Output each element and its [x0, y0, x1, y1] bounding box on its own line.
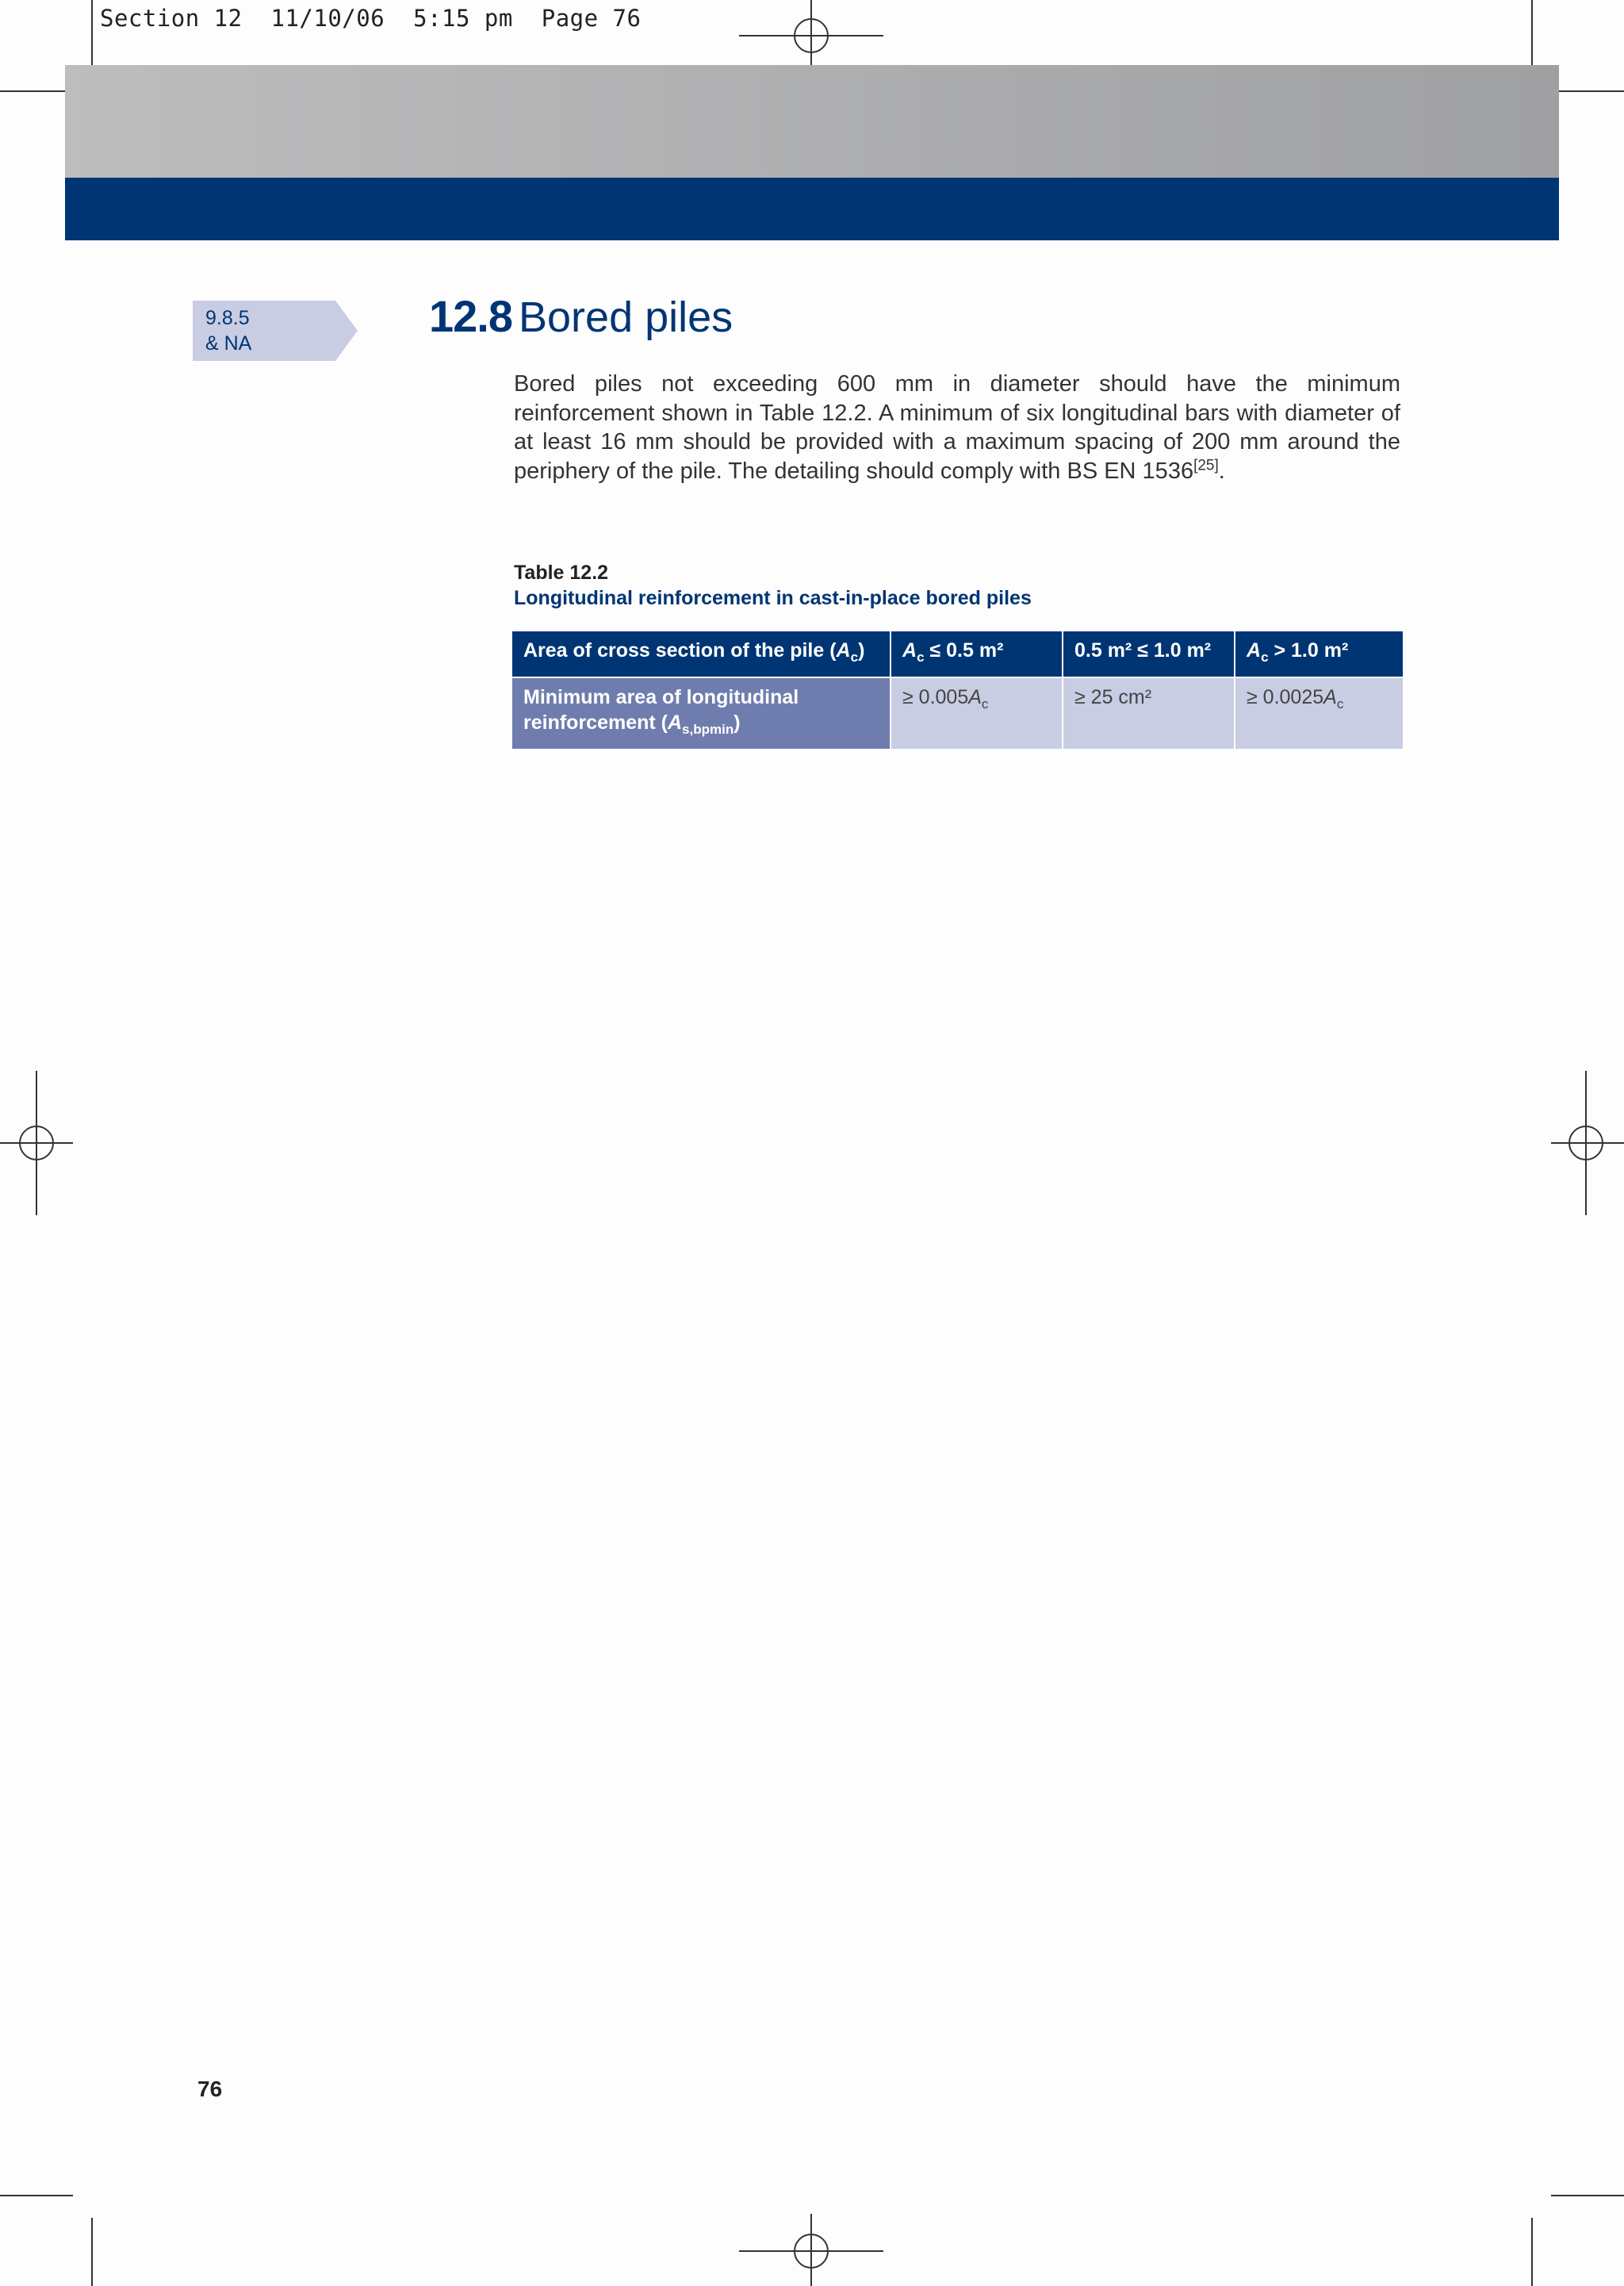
header-cell-area: Area of cross section of the pile $(A_c)$	[511, 631, 891, 677]
body-paragraph-end: .	[1218, 458, 1225, 484]
table-cell-range-2: ≥ 25 cm²	[1063, 677, 1235, 750]
table-header-row	[511, 631, 1404, 677]
header-banner-blue	[65, 178, 1559, 240]
table-cell-range-3: ≥ $0.0025A_c$	[1235, 677, 1404, 750]
crop-mark-bottom-left-horizontal	[0, 2195, 73, 2196]
crop-mark-top-right-vertical	[1531, 0, 1533, 70]
table-label	[514, 560, 1032, 611]
section-title: Bored piles	[519, 293, 733, 341]
section-heading	[429, 290, 733, 342]
section-number: 12.8	[429, 291, 512, 341]
table-row	[511, 677, 1404, 750]
crop-mark-bottom-right-horizontal	[1551, 2195, 1624, 2196]
header-banner-grey	[65, 65, 1559, 178]
clause-reference-tag	[193, 301, 358, 361]
header-cell-range-1: $A_c \le 0.5$ m²	[891, 631, 1063, 677]
clause-reference-note: & NA	[205, 332, 252, 355]
reinforcement-table	[511, 630, 1404, 750]
table-number: Table 12.2	[514, 562, 609, 584]
crop-mark-top-right-horizontal	[1551, 90, 1624, 92]
table-cell-range-1: ≥ $0.005A_c$	[891, 677, 1063, 750]
row-header-minimum-area: Minimum area of longitudinal reinforcement $(A_{s,bpmin})$	[511, 677, 891, 750]
crop-mark-top-left-horizontal	[0, 90, 73, 92]
crop-mark-bottom-left-vertical	[91, 2218, 93, 2286]
page-number: 76	[197, 2077, 223, 2101]
crop-mark-top-left-vertical	[91, 0, 93, 70]
header-cell-range-2: 0.5 m² ≤ 1.0 m²	[1063, 631, 1235, 677]
crop-mark-bottom-right-vertical	[1531, 2218, 1533, 2286]
header-cell-range-3: $A_c > 1.0$ m²	[1235, 631, 1404, 677]
body-paragraph	[514, 370, 1400, 485]
clause-reference-number: 9.8.5	[205, 307, 250, 329]
citation-reference: [25]	[1193, 456, 1219, 474]
table-caption: Longitudinal reinforcement in cast-in-place bored piles	[514, 587, 1032, 609]
body-paragraph-text: Bored piles not exceeding 600 mm in diameter should have the minimum reinforcement shown in Table 12.2. A minimum of six longitudinal bars with diameter of at least 16 mm should be provided with a maximum spacing of 200 mm around the periphery of the pile. The detailing should comply with BS EN 1536	[514, 371, 1400, 484]
print-slug: Section 12 11/10/06 5:15 pm Page 76	[100, 5, 642, 32]
